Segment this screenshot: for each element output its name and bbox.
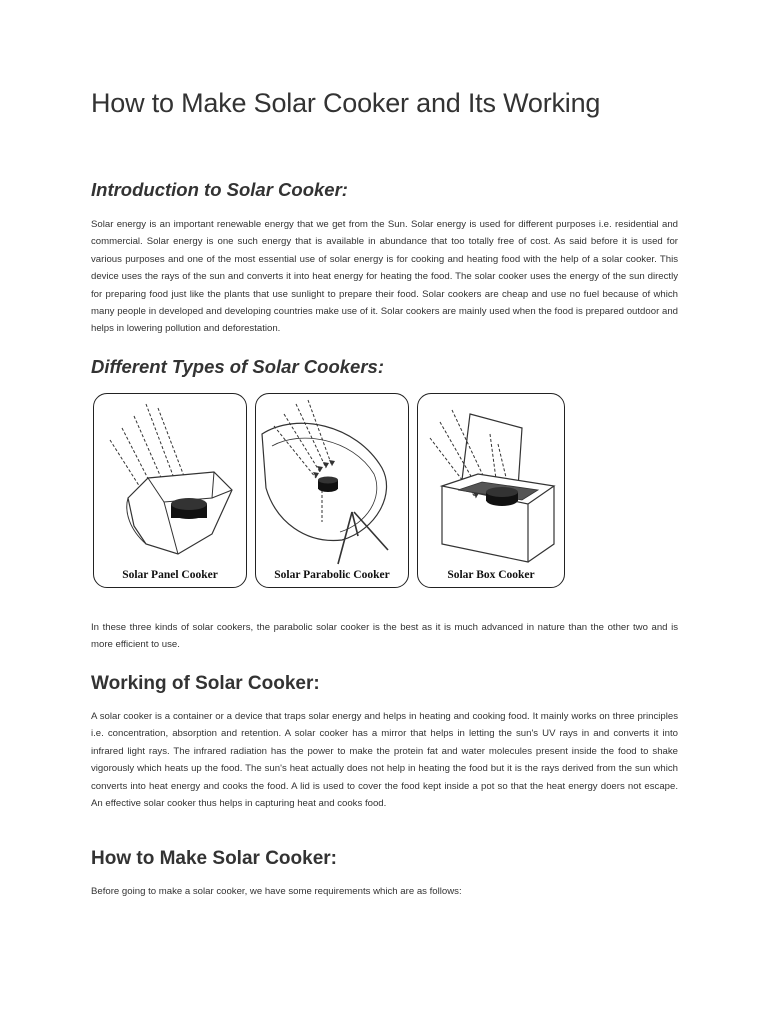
solar-panel-cooker-drawing	[94, 394, 247, 588]
solar-parabolic-cooker-illustration	[255, 393, 409, 588]
intro-paragraph: Solar energy is an important renewable energy that we get from the Sun. Solar energy is used for different purposes i.e. residential and commercial. Solar energy is one such energy that is available in abundance that too totally free of cost. As said before it is used for various purposes and one of the most essential use of solar energy is for cooking and heating food with the help of a solar cooker. This device uses the rays of the sun and converts it into heat energy for heating the food. The solar cooker uses the energy of the sun directly for preparing food just like the plants that use sunlight to prepare their food. Solar cookers are cheap and use no fuel because of which many people in developed and developing countries make use of it. Solar cookers are mainly used when the food is prepared outdoor and helps in lowering pollution and deforestation.	[91, 219, 678, 335]
figure-caption-panel: Solar Panel Cooker	[122, 569, 218, 581]
solar-box-cooker-drawing	[418, 394, 565, 588]
figure-caption-box: Solar Box Cooker	[447, 569, 535, 581]
solar-box-cooker-illustration	[417, 393, 565, 588]
intro-heading: Introduction to Solar Cooker:	[91, 179, 348, 200]
page-title: How to Make Solar Cooker and Its Working	[91, 88, 601, 118]
types-heading: Different Types of Solar Cookers:	[91, 356, 384, 377]
solar-cookers-figure	[93, 386, 567, 592]
working-heading: Working of Solar Cooker:	[91, 673, 320, 694]
types-paragraph: In these three kinds of solar cookers, the parabolic solar cooker is the best as it is much advanced in nature than the other two and is more efficient to use.	[91, 622, 678, 651]
working-paragraph: A solar cooker is a container or a device that traps solar energy and helps in heating and cooking food. It mainly works on three principles i.e. concentration, absorption and retention. A solar cooker has a mirror that helps in letting the sun's UV rays in and converts it into infrared light rays. The infrared radiation has the power to make the protein fat and water molecules present inside the food to shake vigorously which heats up the food. The sun's heat actually does not help in heating the food but it is the rays derived from the sun which converts into heat energy and cooks the food. A lid is used to cover the food kept inside a pot so that the heat energy doers not escape. An effective solar cooker thus helps in capturing heat and cooks food.	[91, 711, 678, 810]
make-heading: How to Make Solar Cooker:	[91, 848, 337, 869]
solar-parabolic-cooker-drawing	[256, 394, 409, 588]
solar-panel-cooker-illustration	[93, 393, 247, 588]
make-paragraph: Before going to make a solar cooker, we have some requirements which are as follows:	[91, 886, 462, 897]
figure-caption-parabolic: Solar Parabolic Cooker	[274, 569, 390, 581]
